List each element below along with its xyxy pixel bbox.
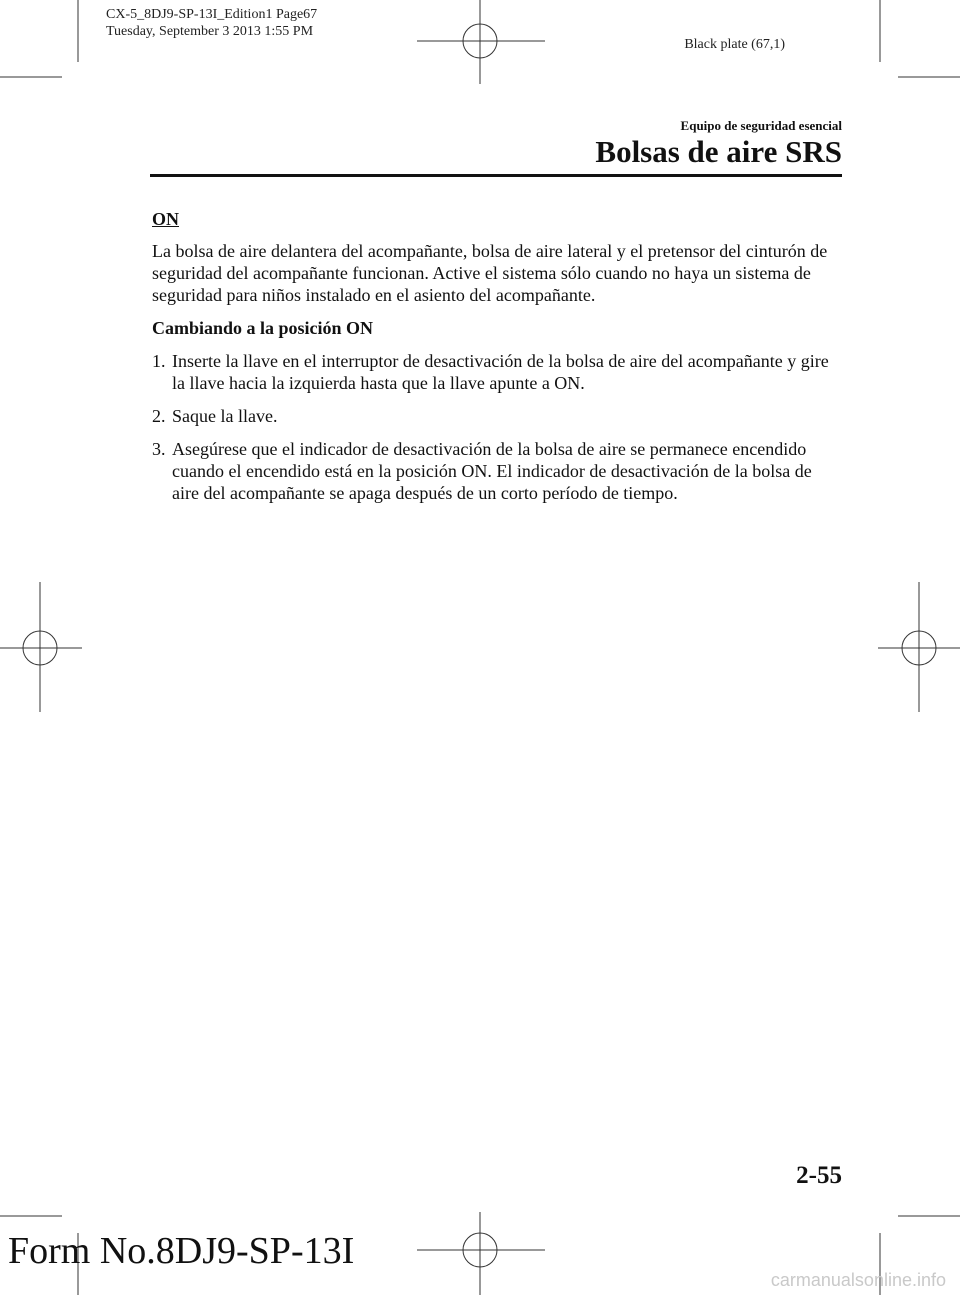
procedure-step [152,350,842,394]
form-number: Form No.8DJ9-SP-13I [8,1230,355,1272]
section-title: Bolsas de aire SRS [595,134,842,169]
subheading: ON [152,209,179,229]
section-label: Equipo de seguridad esencial [680,118,842,133]
plate-info: Black plate (67,1) [684,37,785,52]
step-text: Saque la llave. [172,406,278,426]
step-text: Asegúrese que el indicador de desactivación de la bolsa de aire se permanece encendido cuando el encendido está en la posición ON. El indicador de desactivación de la bolsa de aire del acompañante se apaga después de un corto período de tiempo. [172,439,812,503]
registration-target-top [417,0,545,84]
registration-target-left [0,582,82,712]
step-number: 1. [152,351,166,371]
procedure-title: Cambiando a la posición ON [152,318,374,338]
step-text: Inserte la llave en el interruptor de desactivación de la bolsa de aire del acompañante y gire la llave hacia la izquierda hasta que la llave apunte a ON. [172,351,829,393]
procedure-step [152,438,842,504]
registration-target-right [878,582,960,712]
procedure-step [152,405,842,427]
print-job-line: CX-5_8DJ9-SP-13I_Edition1 Page67 [106,7,318,22]
description-paragraph: La bolsa de aire delantera del acompañante, bolsa de aire lateral y el pretensor del cinturón de seguridad del acompañante funcionan. Active el sistema sólo cuando no haya un sistema de seguridad para niños instalado en el asiento del acompañante. [152,241,828,305]
print-date-line: Tuesday, September 3 2013 1:55 PM [106,24,314,39]
step-number: 3. [152,439,166,459]
main-content [152,208,842,515]
registration-target-bottom [417,1212,545,1295]
header-rule [150,174,842,177]
watermark: carmanualsonline.info [770,1270,946,1290]
page-number: 2-55 [796,1162,842,1189]
step-number: 2. [152,406,166,426]
